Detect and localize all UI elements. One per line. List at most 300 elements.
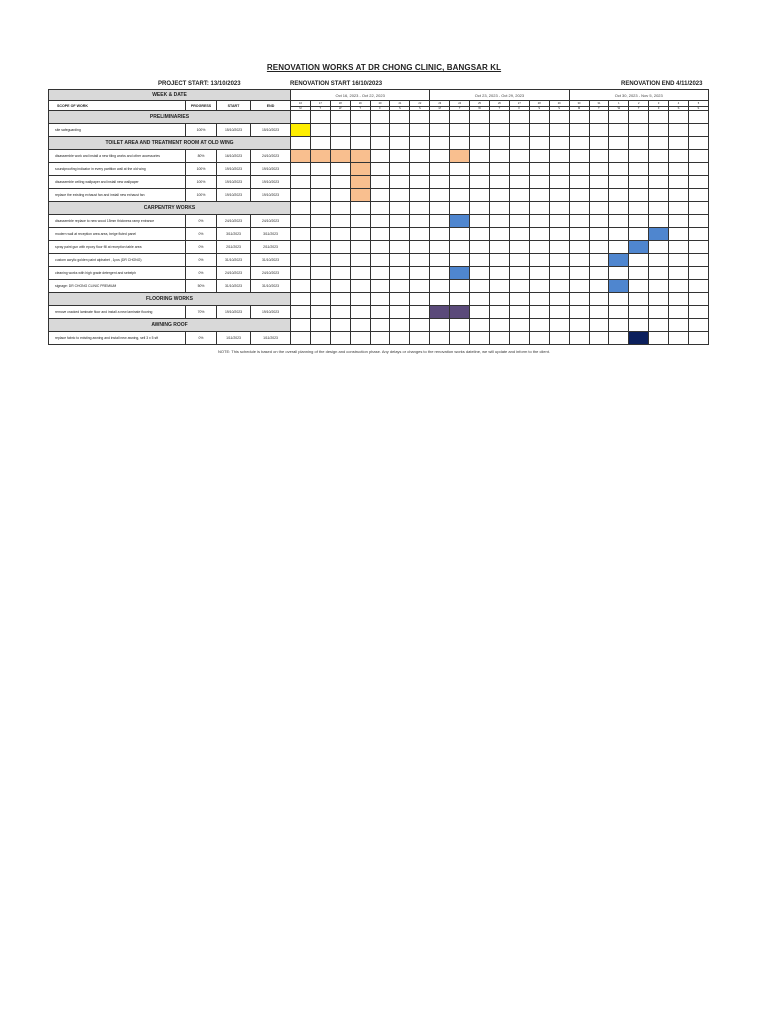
gantt-cell [688, 228, 708, 241]
task-row [49, 280, 709, 293]
gantt-cell [669, 332, 689, 345]
gantt-cell [549, 267, 569, 280]
task-progress: 0% [186, 254, 217, 267]
gantt-cell [569, 306, 589, 319]
gantt-cell [450, 163, 470, 176]
gantt-cell [330, 332, 350, 345]
gantt-cell [430, 124, 450, 137]
column-start: START [217, 101, 251, 111]
gantt-cell [509, 254, 529, 267]
section-title: AWNING ROOF [49, 319, 291, 332]
gantt-bar-cell [291, 124, 311, 137]
task-end-date: 3/11/2023 [251, 228, 291, 241]
day-letter: T [629, 106, 649, 111]
gantt-cell [330, 163, 350, 176]
gantt-cell [688, 163, 708, 176]
gantt-cell [669, 150, 689, 163]
gantt-cell [410, 111, 430, 124]
gantt-cell [509, 228, 529, 241]
gantt-cell [430, 111, 450, 124]
day-number: 30 [569, 101, 589, 107]
gantt-cell [430, 176, 450, 189]
task-description: custom acrylic golden paint alphabet , 1pcs (DR CHONG) [49, 254, 186, 267]
gantt-cell [370, 293, 390, 306]
gantt-cell [629, 150, 649, 163]
task-progress: 0% [186, 241, 217, 254]
gantt-cell [489, 254, 509, 267]
gantt-cell [549, 124, 569, 137]
gantt-cell [310, 124, 330, 137]
task-end-date: 15/10/2023 [251, 124, 291, 137]
gantt-cell [450, 332, 470, 345]
gantt-cell [529, 267, 549, 280]
gantt-cell [509, 189, 529, 202]
gantt-cell [649, 150, 669, 163]
task-row [49, 176, 709, 189]
day-number: 21 [390, 101, 410, 107]
gantt-cell [390, 189, 410, 202]
gantt-cell [509, 215, 529, 228]
gantt-cell [688, 215, 708, 228]
task-row [49, 215, 709, 228]
task-progress: 100% [186, 163, 217, 176]
gantt-cell [390, 163, 410, 176]
gantt-cell [688, 176, 708, 189]
gantt-cell [569, 176, 589, 189]
gantt-cell [649, 111, 669, 124]
gantt-cell [589, 215, 609, 228]
gantt-cell [609, 306, 629, 319]
gantt-cell [529, 228, 549, 241]
gantt-cell [330, 137, 350, 150]
gantt-cell [430, 150, 450, 163]
gantt-cell [470, 176, 490, 189]
gantt-cell [370, 215, 390, 228]
gantt-cell [549, 176, 569, 189]
week-range-1: Oct 16, 2023 - Oct 22, 2023 [291, 90, 430, 101]
task-start-date: 19/10/2023 [217, 306, 251, 319]
task-description: site safeguarding [49, 124, 186, 137]
day-number: 24 [450, 101, 470, 107]
column-scope-of-work: SCOPE OF WORK [49, 101, 186, 111]
gantt-cell [410, 319, 430, 332]
gantt-cell [509, 163, 529, 176]
gantt-cell [649, 306, 669, 319]
gantt-bar-cell [450, 306, 470, 319]
task-row [49, 306, 709, 319]
gantt-cell [589, 202, 609, 215]
gantt-cell [350, 124, 370, 137]
gantt-cell [470, 293, 490, 306]
task-progress: 0% [186, 215, 217, 228]
gantt-cell [569, 332, 589, 345]
gantt-cell [688, 189, 708, 202]
gantt-cell [410, 150, 430, 163]
gantt-bar-cell [430, 306, 450, 319]
section-title: PRELIMINARIES [49, 111, 291, 124]
task-row [49, 267, 709, 280]
task-start-date: 15/10/2023 [217, 124, 251, 137]
task-row [49, 150, 709, 163]
day-letter: W [330, 106, 350, 111]
gantt-cell [609, 202, 629, 215]
gantt-cell [589, 332, 609, 345]
task-description: replace fabric to existing awning and install new awning, sell 3 x 5 sft [49, 332, 186, 345]
gantt-cell [629, 215, 649, 228]
gantt-cell [589, 306, 609, 319]
gantt-cell [470, 254, 490, 267]
gantt-cell [489, 176, 509, 189]
gantt-cell [310, 215, 330, 228]
gantt-cell [291, 280, 311, 293]
day-letter: S [549, 106, 569, 111]
gantt-cell [569, 163, 589, 176]
gantt-cell [509, 137, 529, 150]
gantt-cell [489, 137, 509, 150]
gantt-cell [509, 280, 529, 293]
gantt-cell [350, 319, 370, 332]
gantt-cell [390, 137, 410, 150]
gantt-cell [370, 176, 390, 189]
gantt-cell [609, 163, 629, 176]
gantt-cell [589, 254, 609, 267]
gantt-cell [291, 137, 311, 150]
gantt-cell [509, 293, 529, 306]
task-start-date: 31/10/2023 [217, 280, 251, 293]
gantt-cell [629, 267, 649, 280]
gantt-cell [410, 228, 430, 241]
task-start-date: 19/10/2023 [217, 163, 251, 176]
gantt-cell [310, 241, 330, 254]
task-start-date: 19/10/2023 [217, 176, 251, 189]
gantt-cell [669, 176, 689, 189]
gantt-cell [450, 241, 470, 254]
gantt-cell [589, 280, 609, 293]
task-progress: 0% [186, 228, 217, 241]
gantt-cell [370, 319, 390, 332]
gantt-cell [649, 293, 669, 306]
gantt-cell [370, 111, 390, 124]
day-number: 19 [350, 101, 370, 107]
gantt-cell [370, 332, 390, 345]
gantt-cell [549, 137, 569, 150]
gantt-cell [470, 150, 490, 163]
gantt-cell [669, 124, 689, 137]
gantt-cell [390, 176, 410, 189]
gantt-cell [669, 280, 689, 293]
gantt-bar-cell [350, 189, 370, 202]
schedule-note: NOTE: This schedule is based on the overall planning of the design and construction phase. Any delays or changes to the renovation works dateline, we will update and inform to the client. [218, 349, 550, 354]
section-row [49, 137, 709, 150]
gantt-cell [609, 137, 629, 150]
gantt-cell [529, 202, 549, 215]
gantt-cell [649, 319, 669, 332]
task-end-date: 1/11/2023 [251, 332, 291, 345]
gantt-bar-cell [310, 150, 330, 163]
gantt-cell [529, 319, 549, 332]
gantt-cell [410, 124, 430, 137]
gantt-cell [609, 176, 629, 189]
gantt-cell [291, 306, 311, 319]
gantt-cell [549, 241, 569, 254]
gantt-cell [410, 137, 430, 150]
gantt-cell [310, 267, 330, 280]
gantt-cell [330, 111, 350, 124]
gantt-cell [350, 215, 370, 228]
gantt-cell [291, 163, 311, 176]
gantt-cell [529, 306, 549, 319]
gantt-cell [589, 267, 609, 280]
gantt-cell [410, 163, 430, 176]
gantt-cell [310, 319, 330, 332]
task-progress: 70% [186, 306, 217, 319]
gantt-cell [390, 202, 410, 215]
gantt-cell [370, 228, 390, 241]
task-description: modern wall at reception area area, beige fluted panel [49, 228, 186, 241]
gantt-cell [410, 306, 430, 319]
section-title: TOILET AREA AND TREATMENT ROOM AT OLD WING [49, 137, 291, 150]
day-letter: W [470, 106, 490, 111]
gantt-cell [390, 332, 410, 345]
task-description: soundproofing indicator in every partition wall at the old wing [49, 163, 186, 176]
day-letter: S [529, 106, 549, 111]
gantt-cell [549, 293, 569, 306]
task-end-date: 19/10/2023 [251, 176, 291, 189]
gantt-cell [549, 319, 569, 332]
day-number: 22 [410, 101, 430, 107]
gantt-cell [489, 280, 509, 293]
gantt-cell [450, 254, 470, 267]
gantt-cell [450, 228, 470, 241]
gantt-cell [609, 189, 629, 202]
day-number: 1 [609, 101, 629, 107]
gantt-cell [549, 254, 569, 267]
gantt-cell [489, 228, 509, 241]
gantt-cell [430, 189, 450, 202]
gantt-cell [470, 137, 490, 150]
gantt-cell [609, 293, 629, 306]
day-letter: M [430, 106, 450, 111]
gantt-cell [370, 163, 390, 176]
gantt-cell [549, 150, 569, 163]
gantt-cell [549, 332, 569, 345]
gantt-cell [390, 319, 410, 332]
task-progress: 80% [186, 150, 217, 163]
gantt-cell [489, 189, 509, 202]
gantt-cell [350, 241, 370, 254]
gantt-cell [489, 267, 509, 280]
column-end: END [251, 101, 291, 111]
gantt-cell [310, 176, 330, 189]
gantt-cell [569, 254, 589, 267]
gantt-cell [430, 228, 450, 241]
day-number: 31 [589, 101, 609, 107]
gantt-cell [470, 189, 490, 202]
gantt-cell [350, 267, 370, 280]
day-letter: T [589, 106, 609, 111]
gantt-cell [390, 228, 410, 241]
gantt-cell [688, 241, 708, 254]
gantt-cell [529, 241, 549, 254]
gantt-cell [529, 124, 549, 137]
gantt-cell [350, 293, 370, 306]
gantt-cell [470, 241, 490, 254]
gantt-cell [430, 137, 450, 150]
gantt-cell [350, 111, 370, 124]
gantt-cell [370, 306, 390, 319]
day-number: 28 [529, 101, 549, 107]
gantt-cell [529, 189, 549, 202]
gantt-cell [489, 111, 509, 124]
gantt-cell [450, 202, 470, 215]
document-title-wrap [0, 57, 768, 75]
gantt-cell [549, 111, 569, 124]
task-start-date: 19/10/2023 [217, 189, 251, 202]
day-number: 25 [470, 101, 490, 107]
task-row [49, 228, 709, 241]
gantt-cell [589, 150, 609, 163]
gantt-cell [529, 111, 549, 124]
day-number: 27 [509, 101, 529, 107]
day-letter: T [310, 106, 330, 111]
gantt-cell [390, 254, 410, 267]
gantt-cell [649, 332, 669, 345]
gantt-cell [370, 124, 390, 137]
gantt-bar-cell [629, 241, 649, 254]
gantt-cell [649, 202, 669, 215]
task-end-date: 19/10/2023 [251, 163, 291, 176]
gantt-cell [390, 267, 410, 280]
gantt-cell [629, 202, 649, 215]
gantt-cell [450, 176, 470, 189]
gantt-cell [688, 280, 708, 293]
gantt-cell [410, 254, 430, 267]
day-letter: T [350, 106, 370, 111]
gantt-cell [649, 137, 669, 150]
gantt-cell [390, 241, 410, 254]
task-end-date: 24/10/2023 [251, 267, 291, 280]
gantt-cell [549, 306, 569, 319]
day-letter: F [370, 106, 390, 111]
gantt-bar-cell [350, 150, 370, 163]
day-number: 29 [549, 101, 569, 107]
day-letter: M [291, 106, 311, 111]
gantt-cell [291, 176, 311, 189]
task-description: signage: DR CHONG CLINIC PREMIUM [49, 280, 186, 293]
gantt-cell [291, 267, 311, 280]
gantt-cell [629, 124, 649, 137]
gantt-bar-cell [450, 267, 470, 280]
gantt-cell [489, 202, 509, 215]
column-progress: PROGRESS [186, 101, 217, 111]
gantt-cell [688, 150, 708, 163]
gantt-cell [410, 189, 430, 202]
gantt-cell [310, 332, 330, 345]
gantt-cell [669, 111, 689, 124]
gantt-cell [470, 280, 490, 293]
gantt-cell [390, 306, 410, 319]
section-title: FLOORING WORKS [49, 293, 291, 306]
gantt-cell [569, 267, 589, 280]
gantt-cell [291, 215, 311, 228]
day-number: 5 [688, 101, 708, 107]
gantt-cell [390, 124, 410, 137]
gantt-cell [430, 202, 450, 215]
gantt-cell [649, 176, 669, 189]
gantt-cell [529, 215, 549, 228]
gantt-cell [669, 228, 689, 241]
gantt-cell [489, 241, 509, 254]
gantt-cell [470, 267, 490, 280]
gantt-cell [629, 293, 649, 306]
task-start-date: 24/10/2023 [217, 267, 251, 280]
gantt-cell [430, 215, 450, 228]
gantt-bar-cell [450, 150, 470, 163]
gantt-cell [688, 137, 708, 150]
day-letter: T [489, 106, 509, 111]
day-letter: T [450, 106, 470, 111]
gantt-cell [688, 332, 708, 345]
gantt-cell [330, 267, 350, 280]
task-row [49, 254, 709, 267]
task-start-date: 31/10/2023 [217, 254, 251, 267]
gantt-cell [291, 319, 311, 332]
day-letter: M [569, 106, 589, 111]
gantt-cell [430, 319, 450, 332]
task-start-date: 1/11/2023 [217, 332, 251, 345]
gantt-cell [330, 176, 350, 189]
task-row [49, 332, 709, 345]
day-letter: W [609, 106, 629, 111]
gantt-cell [509, 150, 529, 163]
gantt-cell [291, 293, 311, 306]
task-progress: 0% [186, 267, 217, 280]
gantt-cell [549, 163, 569, 176]
gantt-cell [370, 150, 390, 163]
gantt-cell [470, 319, 490, 332]
gantt-cell [569, 111, 589, 124]
gantt-cell [410, 267, 430, 280]
gantt-cell [370, 189, 390, 202]
gantt-cell [649, 267, 669, 280]
gantt-cell [509, 319, 529, 332]
gantt-cell [489, 124, 509, 137]
document-title: RENOVATION WORKS AT DR CHONG CLINIC, BANGSAR KL [266, 63, 502, 72]
gantt-cell [649, 280, 669, 293]
gantt-cell [390, 293, 410, 306]
day-letter: S [669, 106, 689, 111]
day-letter: S [390, 106, 410, 111]
gantt-cell [569, 293, 589, 306]
gantt-cell [629, 319, 649, 332]
gantt-cell [589, 189, 609, 202]
gantt-cell [410, 215, 430, 228]
task-end-date: 31/10/2023 [251, 280, 291, 293]
gantt-cell [589, 241, 609, 254]
gantt-cell [569, 228, 589, 241]
gantt-cell [589, 176, 609, 189]
gantt-bar-cell [350, 176, 370, 189]
task-row [49, 124, 709, 137]
gantt-cell [569, 280, 589, 293]
task-row [49, 163, 709, 176]
gantt-cell [509, 124, 529, 137]
gantt-cell [430, 293, 450, 306]
gantt-cell [609, 228, 629, 241]
gantt-cell [589, 163, 609, 176]
task-progress: 100% [186, 176, 217, 189]
day-number: 16 [291, 101, 311, 107]
